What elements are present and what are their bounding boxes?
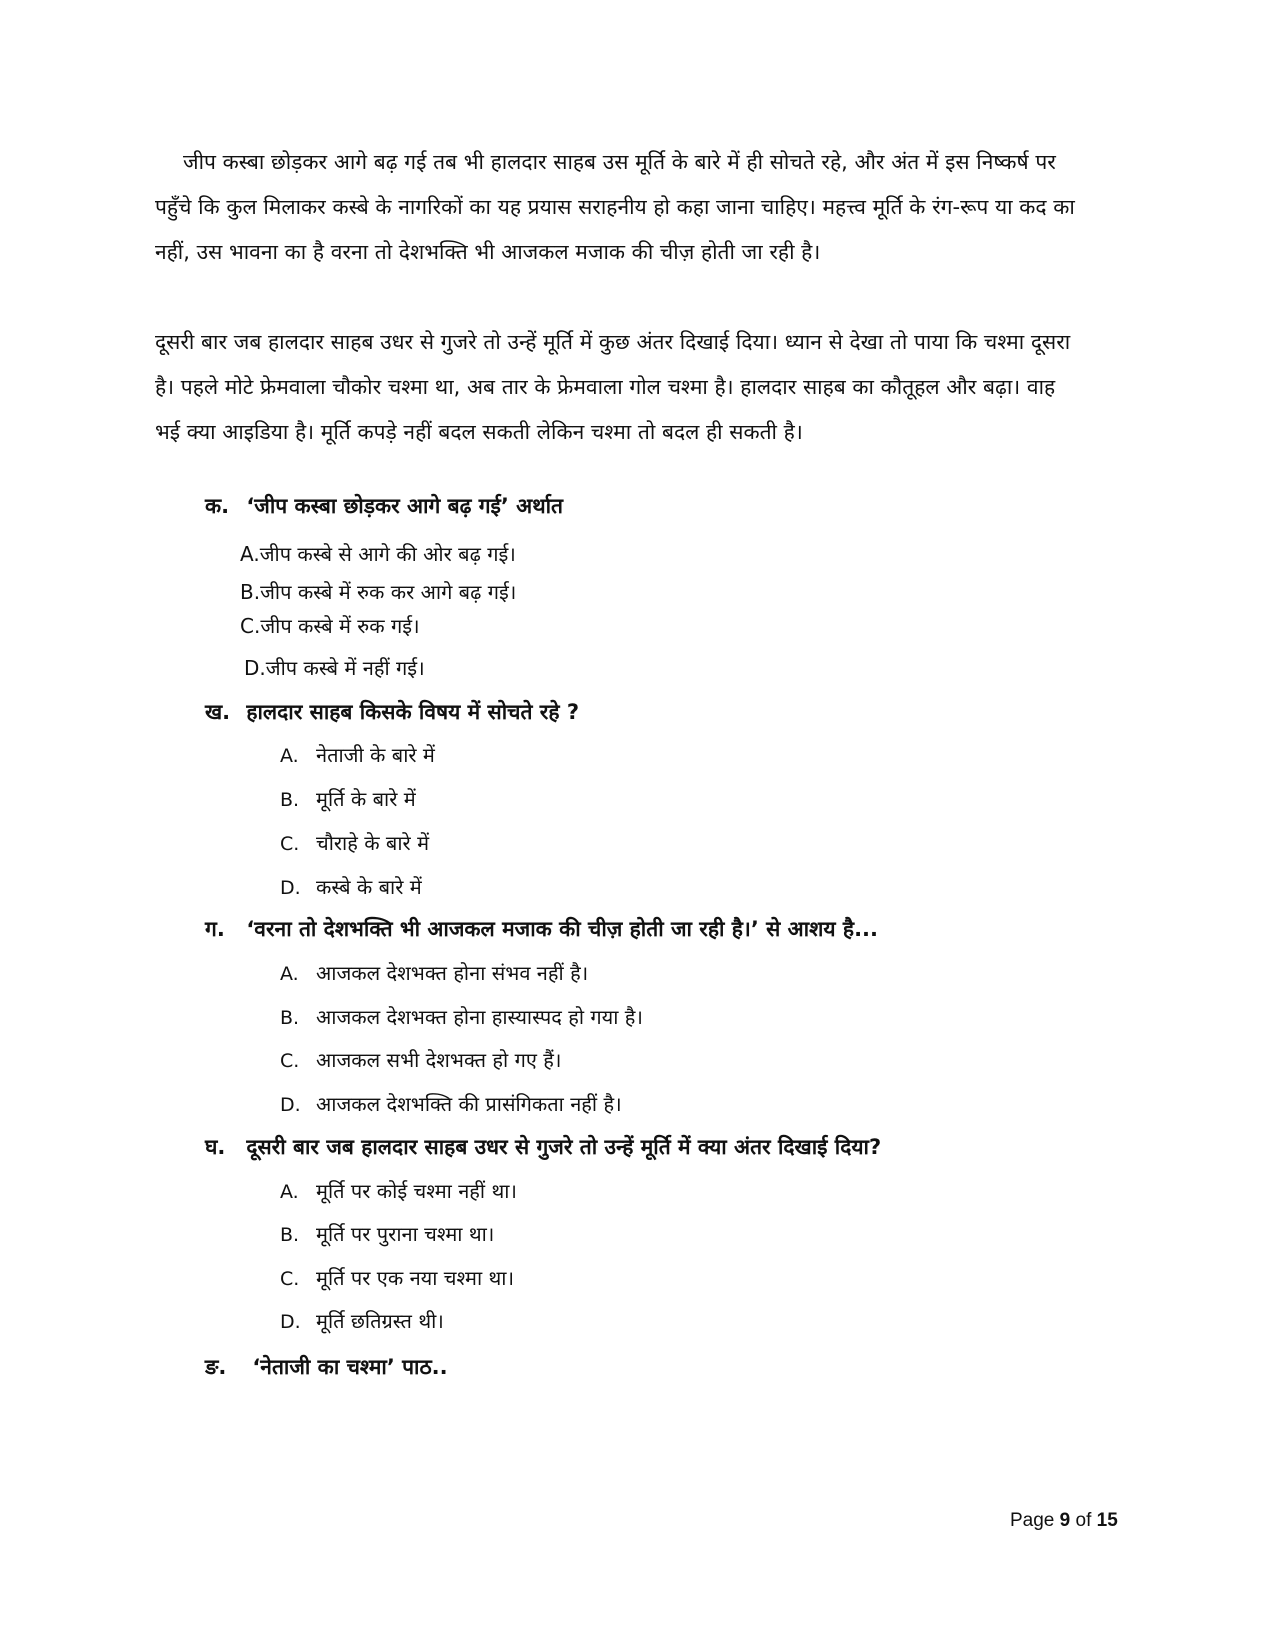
option-ga-b: [280, 1003, 643, 1030]
option-letter: C.: [280, 1050, 300, 1072]
option-ka-a: A.जीप कस्बे से आगे की ओर बढ़ गई।: [240, 542, 516, 566]
question-text: ‘नेताजी का चश्मा’ पाठ..: [252, 1355, 448, 1379]
option-kha-d: [280, 873, 422, 900]
option-text: आजकल सभी देशभक्त हो गए हैं।: [316, 1048, 562, 1072]
option-letter: C.: [280, 833, 300, 855]
option-letter: A.: [280, 745, 299, 767]
option-gha-a: [280, 1177, 517, 1204]
current-page: 9: [1059, 1510, 1071, 1531]
question-nga: [205, 1353, 1085, 1381]
option-text: कस्बे के बारे में: [316, 875, 422, 899]
question-marker: घ.: [205, 1135, 226, 1159]
option-letter: C.: [280, 1268, 300, 1290]
option-text: मूर्ति पर कोई चश्मा नहीं था।: [316, 1179, 518, 1203]
question-text: हालदार साहब किसके विषय में सोचते रहे ?: [246, 700, 580, 724]
option-text: आजकल देशभक्ति की प्रासंगिकता नहीं है।: [316, 1092, 622, 1116]
question-text: दूसरी बार जब हालदार साहब उधर से गुजरे तो उन्हें मूर्ति में क्या अंतर दिखाई दिया?: [246, 1135, 882, 1159]
option-kha-c: [280, 829, 429, 856]
question-gha: [205, 1133, 1085, 1161]
question-text: ‘वरना तो देशभक्ति भी आजकल मजाक की चीज़ होती जा रही है।’ से आशय है...: [246, 917, 878, 941]
option-letter: A.: [280, 1181, 299, 1203]
option-letter: A.: [280, 963, 299, 985]
option-ga-d: [280, 1090, 622, 1117]
question-ka: [205, 492, 1085, 520]
passage-paragraph-2: दूसरी बार जब हालदार साहब उधर से गुजरे तो उन्हें मूर्ति में कुछ अंतर दिखाई दिया। ध्यान से देखा तो पाया कि चश्मा दूसरा है। पहले मोटे फ्रेमवाला चौकोर चश्मा था, अब तार के फ्रेमवाला गोल चश्मा है। हालदार साहब का कौतूहल और बढ़ा। वाह भई क्या आइडिया है। मूर्ति कपड़े नहीं बदल सकती लेकिन चश्मा तो बदल ही सकती है।: [155, 330, 1071, 444]
option-kha-b: [280, 785, 416, 812]
question-text: ‘जीप कस्बा छोड़कर आगे बढ़ गई’ अर्थात: [246, 494, 564, 518]
option-gha-c: [280, 1264, 514, 1291]
option-gha-d: [280, 1307, 444, 1334]
question-marker: ङ.: [205, 1355, 227, 1379]
page-label: Page: [1010, 1510, 1055, 1531]
option-ka-b: B.जीप कस्बे में रुक कर आगे बढ़ गई।: [240, 580, 517, 604]
option-text: आजकल देशभक्त होना हास्यास्पद हो गया है।: [316, 1005, 643, 1029]
option-text: आजकल देशभक्त होना संभव नहीं है।: [316, 961, 589, 985]
option-gha-b: [280, 1220, 494, 1247]
option-text: मूर्ति के बारे में: [316, 787, 416, 811]
question-marker: ग.: [205, 917, 225, 941]
option-ga-c: [280, 1046, 561, 1073]
option-letter: D.: [280, 1094, 301, 1116]
option-letter: B.: [280, 789, 300, 811]
question-marker: क.: [205, 494, 230, 518]
of-label: of: [1075, 1510, 1092, 1531]
option-text: नेताजी के बारे में: [316, 743, 435, 767]
option-text: मूर्ति पर एक नया चश्मा था।: [316, 1266, 515, 1290]
page-number: [1010, 1510, 1118, 1532]
option-letter: B.: [280, 1007, 300, 1029]
total-pages: 15: [1096, 1510, 1118, 1531]
option-kha-a: [280, 741, 435, 768]
question-ga: [205, 915, 1085, 943]
option-letter: B.: [280, 1224, 300, 1246]
option-text: मूर्ति पर पुराना चश्मा था।: [316, 1222, 495, 1246]
option-ga-a: [280, 959, 588, 986]
option-text: चौराहे के बारे में: [316, 831, 430, 855]
question-marker: ख.: [205, 700, 231, 724]
option-letter: D.: [280, 1311, 301, 1333]
option-letter: D.: [280, 877, 301, 899]
option-ka-d: D.जीप कस्बे में नहीं गई।: [244, 656, 425, 680]
passage-paragraph-1: जीप कस्बा छोड़कर आगे बढ़ गई तब भी हालदार साहब उस मूर्ति के बारे में ही सोचते रहे, और अंत में इस निष्कर्ष पर पहुँचे कि कुल मिलाकर कस्बे के नागरिकों का यह प्रयास सराहनीय हो कहा जाना चाहिए। महत्त्व मूर्ति के रंग-रूप या कद का नहीं, उस भावना का है वरना तो देशभक्ति भी आजकल मजाक की चीज़ होती जा रही है।: [155, 150, 1075, 264]
option-text: मूर्ति छतिग्रस्त थी।: [316, 1309, 444, 1333]
option-ka-c: C.जीप कस्बे में रुक गई।: [240, 614, 420, 638]
question-kha: [205, 698, 1085, 726]
